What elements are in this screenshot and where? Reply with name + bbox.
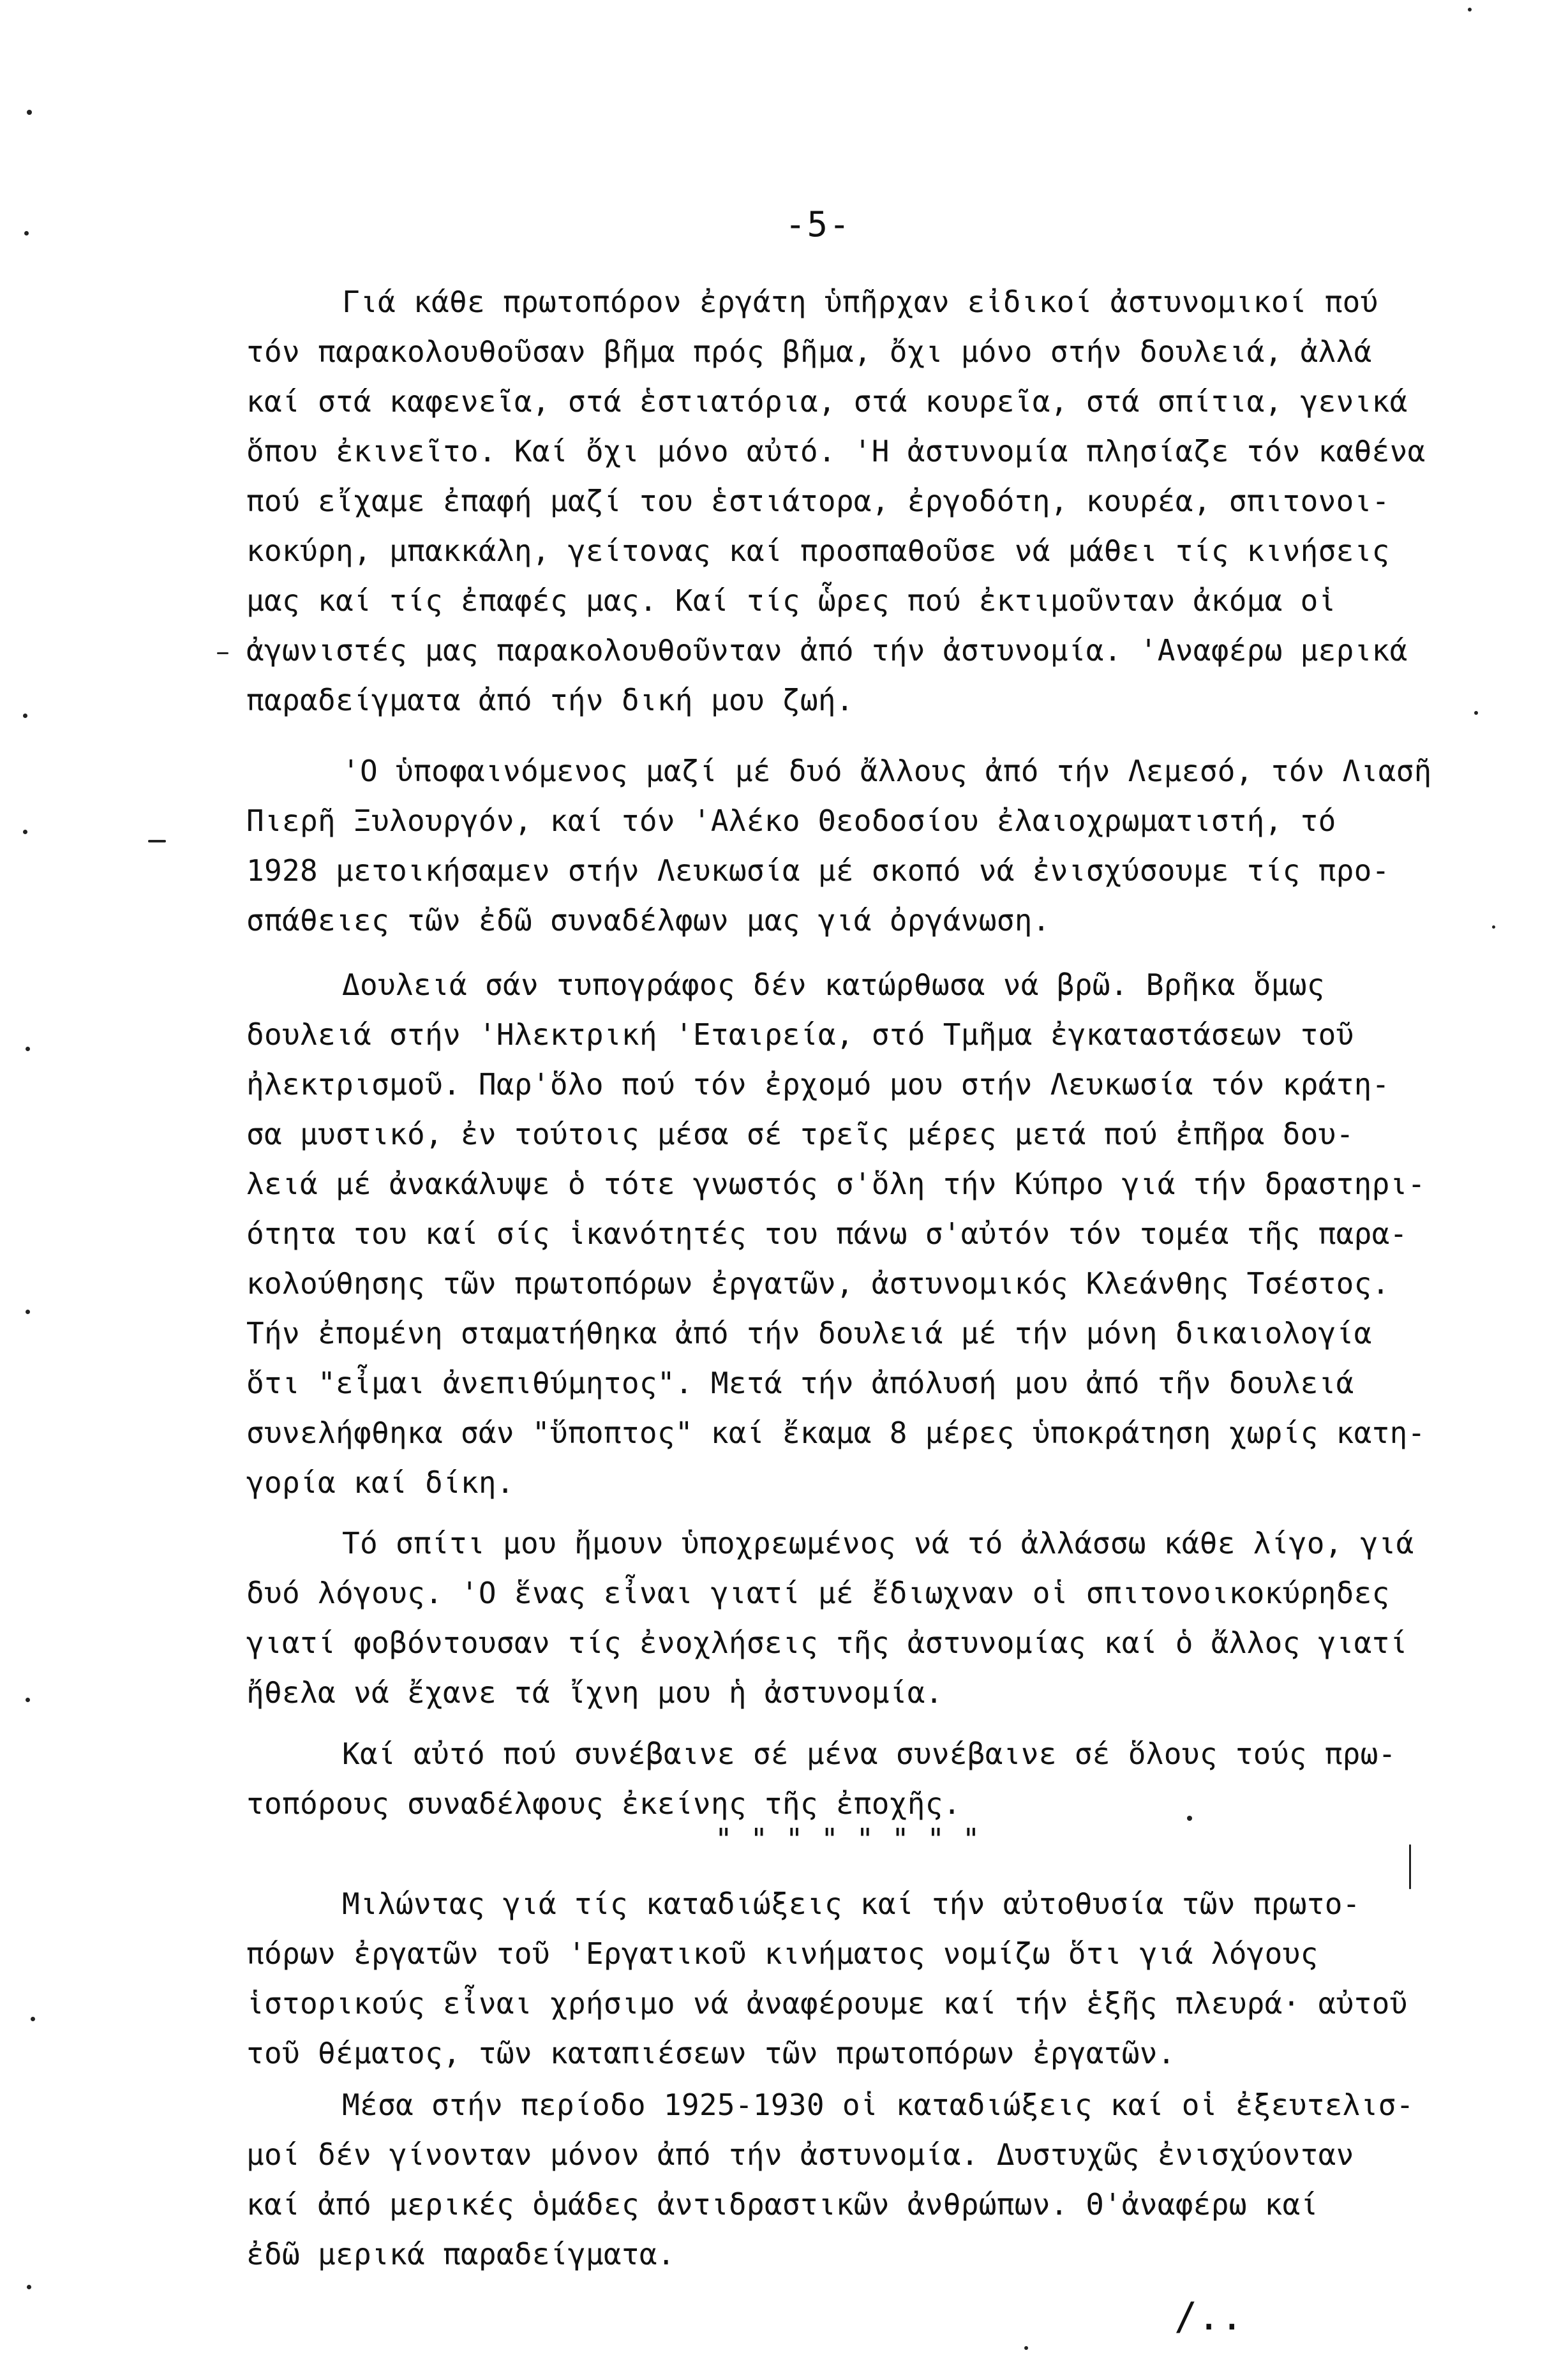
scan-speck — [1468, 8, 1472, 11]
text-line: ἤθελα νά ἔχανε τά ἴχνη μου ἡ ἀστυνομία. — [246, 1675, 943, 1710]
text-line: πόρων ἐργατῶν τοῦ 'Εργατικοῦ κινήματος νομίζω ὅτι γιά λόγους — [246, 1936, 1318, 1971]
text-line: κολούθησης τῶν πρωτοπόρων ἐργατῶν, ἀστυνομικός Κλεάνθης Τσέστος. — [246, 1266, 1390, 1301]
text-line: Καί αὐτό πού συνέβαινε σέ μένα συνέβαινε σέ ὅλους τούς πρω- — [342, 1737, 1396, 1771]
text-line: γιατί φοβόντουσαν τίς ἐνοχλήσεις τῆς ἀστυνομίας καί ὁ ἄλλος γιατί — [246, 1626, 1408, 1660]
scan-speck — [27, 110, 32, 115]
text-line: Μιλώντας γιά τίς καταδιώξεις καί τήν αὐτοθυσία τῶν πρωτο- — [342, 1887, 1361, 1921]
text-line: ὅπου ἐκινεῖτο. Καί ὄχι μόνο αὐτό. 'Η ἀστυνομία πλησίαζε τόν καθένα — [246, 434, 1426, 468]
text-line: ἠλεκτρισμοῦ. Παρ'ὅλο πού τόν ἐρχομό μου στήν Λευκωσία τόν κράτη- — [246, 1067, 1390, 1102]
scan-speck — [1187, 1816, 1192, 1821]
text-line: γορία καί δίκη. — [246, 1465, 514, 1500]
text-line: δυό λόγους. 'Ο ἕνας εἶναι γιατί μέ ἔδιωχναν οἱ σπιτονοικοκύρηδες — [246, 1576, 1390, 1610]
page-number: -5- — [785, 204, 851, 244]
margin-dash — [217, 652, 228, 654]
scan-speck — [23, 714, 27, 718]
text-line: ὅτι "εἶμαι ἀνεπιθύμητος". Μετά τήν ἀπόλυσή μου ἀπό τῆν δουλειά — [246, 1366, 1354, 1400]
text-line: ἀγωνιστές μας παρακολουθοῦνταν ἀπό τήν ἀστυνομία. 'Αναφέρω μερικά — [246, 633, 1408, 668]
scan-speck — [26, 1047, 30, 1051]
section-separator: " " " " " " " " — [715, 1822, 980, 1857]
text-line: κοκύρη, μπακκάλη, γείτονας καί προσπαθοῦσε νά μάθει τίς κινήσεις — [246, 534, 1390, 568]
text-line: καί στά καφενεῖα, στά ἑστιατόρια, στά κουρεῖα, στά σπίτια, γενικά — [246, 384, 1408, 419]
text-line: μοί δέν γίνονταν μόνον ἀπό τήν ἀστυνομία. Δυστυχῶς ἐνισχύονταν — [246, 2137, 1354, 2172]
paragraph-7 — [246, 2090, 1535, 2289]
margin-line — [1409, 1844, 1411, 1889]
text-line: Δουλειά σάν τυπογράφος δέν κατώρθωσα νά βρῶ. Βρῆκα ὅμως — [342, 968, 1325, 1002]
text-line: Τό σπίτι μου ἤμουν ὑποχρεωμένος νά τό ἀλλάσσω κάθε λίγο, γιά — [342, 1526, 1414, 1560]
paragraph-1 — [246, 287, 1535, 735]
text-line: σπάθειες τῶν ἐδῶ συναδέλφων μας γιά ὀργάνωση. — [246, 903, 1050, 938]
paragraph-4 — [246, 1526, 1535, 1728]
text-line: τοῦ θέματος, τῶν καταπιέσεων τῶν πρωτοπόρων ἐργατῶν. — [246, 2036, 1176, 2070]
text-line: παραδείγματα ἀπό τήν δική μου ζωή. — [246, 683, 854, 717]
scan-speck — [1474, 711, 1478, 715]
text-line: τόν παρακολουθοῦσαν βῆμα πρός βῆμα, ὄχι μόνο στήν δουλειά, ἀλλά — [246, 334, 1372, 369]
text-line: Γιά κάθε πρωτοπόρον ἐργάτη ὑπῆρχαν εἰδικοί ἀστυνομικοί πού — [342, 285, 1378, 319]
paragraph-2 — [246, 756, 1535, 955]
text-line: 'Ο ὑποφαινόμενος μαζί μέ δυό ἄλλους ἀπό τήν Λεμεσό, τόν Λιασῆ — [342, 754, 1432, 788]
text-line: συνελήφθηκα σάν "ὕποπτος" καί ἔκαμα 8 μέρες ὑποκράτηση χωρίς κατη- — [246, 1416, 1426, 1450]
text-line: ότητα του καί σίς ἱκανότητές του πάνω σ'αὐτόν τόν τομέα τῆς παρα- — [246, 1216, 1408, 1251]
scan-speck — [1492, 925, 1495, 929]
text-line: τοπόρους συναδέλφους ἐκείνης τῆς ἐποχῆς. — [246, 1786, 961, 1821]
text-line: ἐδῶ μερικά παραδείγματα. — [246, 2237, 675, 2271]
scan-speck — [1024, 2346, 1028, 2350]
continuation-mark: /.. — [1174, 2294, 1244, 2339]
text-line: 1928 μετοικήσαμεν στήν Λευκωσία μέ σκοπό νά ἐνισχύσουμε τίς προ- — [246, 853, 1390, 888]
text-line: μας καί τίς ἐπαφές μας. Καί τίς ὧρες πού ἐκτιμοῦνταν ἀκόμα οἱ — [246, 583, 1336, 618]
text-line: δουλειά στήν 'Ηλεκτρική 'Εταιρεία, στό Τμῆμα ἐγκαταστάσεων τοῦ — [246, 1017, 1354, 1052]
text-line: πού εἴχαμε ἐπαφή μαζί του ἑστιάτορα, ἐργοδότη, κουρέα, σπιτονοι- — [246, 484, 1390, 518]
text-line: καί ἀπό μερικές ὁμάδες ἀντιδραστικῶν ἀνθρώπων. Θ'ἀναφέρω καί — [246, 2187, 1318, 2222]
text-line: σα μυστικό, ἐν τούτοις μέσα σέ τρεῖς μέρες μετά πού ἐπῆρα δου- — [246, 1117, 1354, 1151]
scan-speck — [27, 2285, 31, 2289]
paragraph-6 — [246, 1889, 1535, 2088]
text-line: λειά μέ ἀνακάλυψε ὁ τότε γνωστός σ'ὅλη τήν Κύπρο γιά τήν δραστηρι- — [246, 1167, 1426, 1201]
margin-dash — [148, 840, 166, 842]
scan-speck — [26, 1310, 30, 1314]
scan-speck — [31, 2017, 35, 2021]
text-line: Μέσα στήν περίοδο 1925-1930 οἱ καταδιώξεις καί οἱ ἐξευτελισ- — [342, 2088, 1414, 2122]
scan-speck — [26, 1698, 30, 1702]
scan-speck — [24, 231, 29, 236]
text-line: ἱστορικούς εἶναι χρήσιμο νά ἀναφέρουμε καί τήν ἑξῆς πλευρά· αὐτοῦ — [246, 1986, 1408, 2021]
paragraph-3 — [246, 970, 1535, 1518]
scan-speck — [23, 830, 27, 834]
text-line: Τήν ἐπομένη σταματήθηκα ἀπό τήν δουλειά μέ τήν μόνη δικαιολογία — [246, 1316, 1372, 1350]
text-line: Πιερῆ Ξυλουργόν, καί τόν 'Αλέκο Θεοδοσίου ἐλαιοχρωματιστή, τό — [246, 804, 1336, 838]
